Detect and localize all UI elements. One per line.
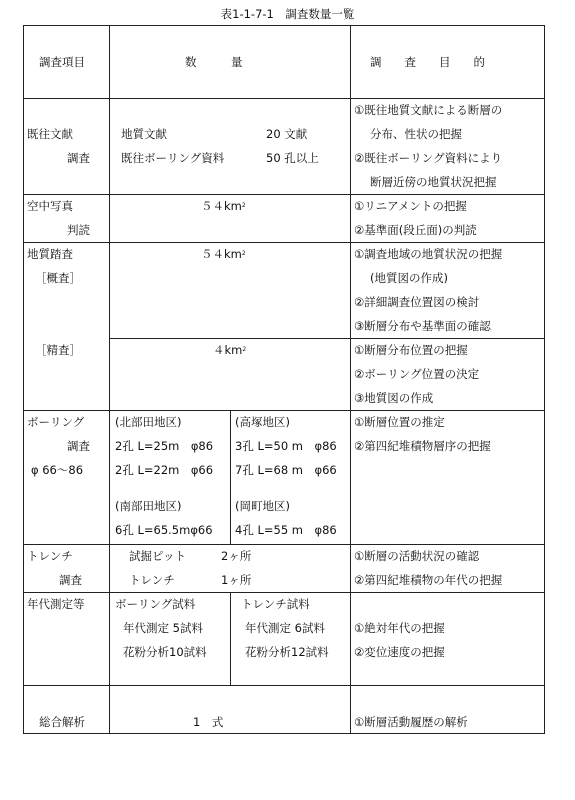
item-dating: 年代測定等 (27, 597, 85, 611)
header-item: 調査項目 (39, 55, 85, 69)
purpose-text: ②第四紀堆積物の年代の把握 (354, 573, 503, 587)
purpose-text: ①既往地質文献による断層の (354, 103, 503, 117)
sample-spec: 年代測定 5試料 (123, 621, 203, 635)
item-survey-rough: ［概査］ (35, 271, 81, 285)
purpose-text: ②詳細調査位置図の検討 (354, 295, 480, 309)
quantity-label: 試掘ピット (129, 549, 187, 563)
quantity-value: 2ヶ所 (221, 549, 252, 563)
item-literature-2: 調査 (67, 151, 90, 165)
purpose-text: ③断層分布や基準面の確認 (354, 319, 491, 333)
survey-quantity-table (23, 25, 545, 734)
table-border-left (23, 25, 24, 734)
item-boring-3: φ 66～86 (31, 463, 84, 477)
purpose-text: 断層近傍の地質状況把握 (370, 175, 497, 189)
boring-spec: 3孔 L=50 m φ86 (235, 439, 337, 453)
row-divider (23, 410, 545, 411)
purpose-text: ②変位速度の把握 (354, 645, 445, 659)
purpose-text: ①断層位置の推定 (354, 415, 445, 429)
table-border-bottom (23, 733, 545, 734)
purpose-text: (地質図の作成) (370, 271, 448, 285)
item-aerial: 空中写真 (27, 199, 73, 213)
boring-spec: 7孔 L=68 m φ66 (235, 463, 337, 477)
area-title: (高塚地区) (235, 415, 290, 429)
sample-spec: 花粉分析12試料 (245, 645, 329, 659)
item-literature: 既往文献 (27, 127, 73, 141)
quantity-value: $54km^2$ (201, 199, 246, 213)
sample-title: ボーリング試料 (115, 597, 196, 611)
area-title: (北部田地区) (115, 415, 182, 429)
area-title: (南部田地区) (115, 499, 182, 513)
row-divider (23, 242, 545, 243)
quantity-value: 1ヶ所 (221, 573, 252, 587)
quantity-label: トレンチ (129, 573, 175, 587)
purpose-text: ①断層分布位置の把握 (354, 343, 468, 357)
quantity-label: 既往ボーリング資料 (121, 151, 225, 165)
header-purpose: 調 査 目 的 (370, 55, 485, 69)
quantity-value: 50 孔以上 (266, 151, 319, 165)
quantity-value: 20 文献 (266, 127, 308, 141)
area-title: (岡町地区) (235, 499, 290, 513)
purpose-text: ①リニアメントの把握 (354, 199, 467, 213)
column-divider (230, 410, 231, 544)
row-divider (23, 544, 545, 545)
row-divider (23, 592, 545, 593)
boring-spec: 6孔 L=65.5mφ66 (115, 523, 213, 537)
sample-title: トレンチ試料 (241, 597, 310, 611)
purpose-text: 分布、性状の把握 (370, 127, 462, 141)
sample-spec: 年代測定 6試料 (245, 621, 325, 635)
column-divider (230, 592, 231, 685)
item-aerial-2: 判読 (67, 223, 90, 237)
quantity-value: $4km^2$ (213, 343, 247, 357)
item-survey: 地質踏査 (27, 247, 73, 261)
purpose-text: ①断層の活動状況の確認 (354, 549, 480, 563)
purpose-text: ②既往ボーリング資料により (354, 151, 503, 165)
column-divider (109, 25, 110, 734)
item-boring-2: 調査 (67, 439, 90, 453)
item-survey-detail: ［精査］ (35, 343, 81, 357)
item-trench: トレンチ (27, 549, 73, 563)
item-analysis: 総合解析 (39, 715, 85, 729)
boring-spec: 2孔 L=25m φ86 (115, 439, 214, 453)
row-divider (23, 98, 545, 99)
sample-spec: 花粉分析10試料 (123, 645, 207, 659)
boring-spec: 2孔 L=22m φ66 (115, 463, 214, 477)
purpose-text: ②基準面(段丘面)の判読 (354, 223, 477, 237)
row-divider (23, 194, 545, 195)
row-divider (23, 685, 545, 686)
column-divider (350, 25, 351, 734)
table-border-top (23, 25, 545, 26)
quantity-label: 地質文献 (121, 127, 167, 141)
item-trench-2: 調査 (59, 573, 82, 587)
purpose-text: ②ボーリング位置の決定 (354, 367, 480, 381)
boring-spec: 4孔 L=55 m φ86 (235, 523, 337, 537)
header-quantity: 数 量 (185, 55, 243, 69)
purpose-text: ③地質図の作成 (354, 391, 434, 405)
purpose-text: ②第四紀堆積物層序の把握 (354, 439, 491, 453)
purpose-text: ①調査地域の地質状況の把握 (354, 247, 503, 261)
quantity-value: $54km^2$ (201, 247, 246, 261)
purpose-text: ①断層活動履歴の解析 (354, 715, 468, 729)
row-divider (109, 338, 545, 339)
table-caption: 表1-1-7-1 調査数量一覧 (220, 7, 355, 21)
table-border-right (544, 25, 545, 734)
purpose-text: ①絶対年代の把握 (354, 621, 445, 635)
quantity-value: 1 式 (193, 715, 224, 729)
item-boring: ボーリング (27, 415, 85, 429)
